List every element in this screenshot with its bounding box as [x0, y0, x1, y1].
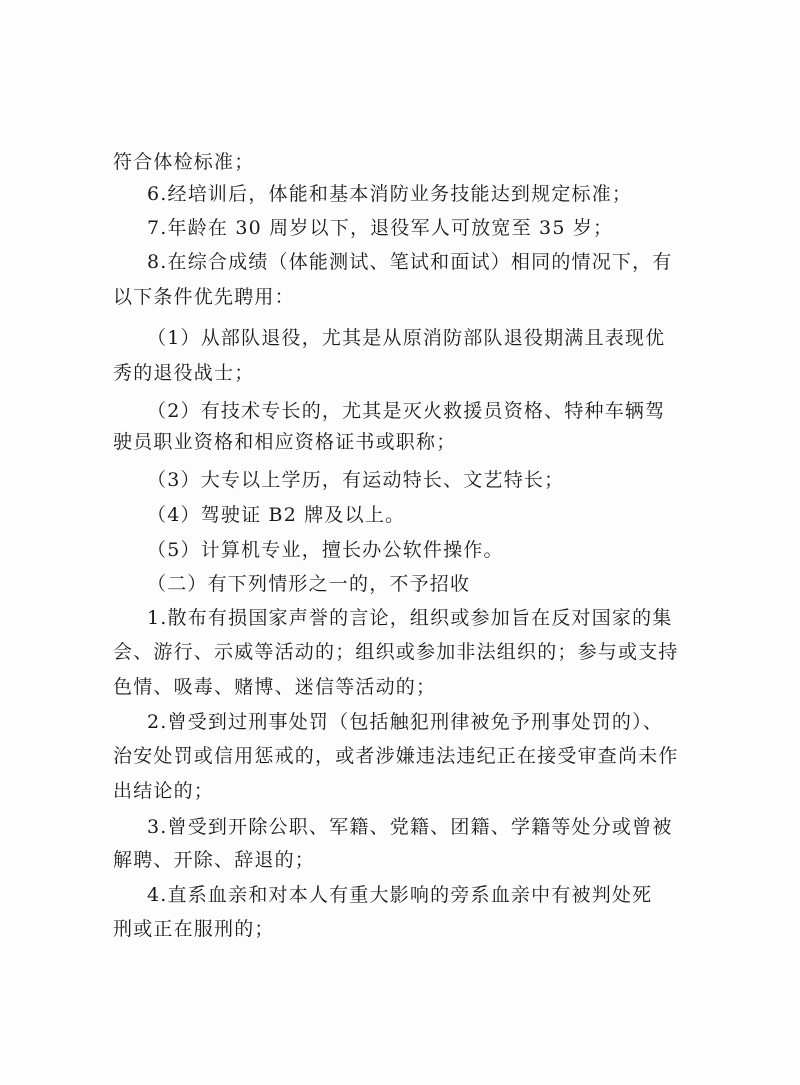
text-line: 6.经培训后，体能和基本消防业务技能达到规定标准； — [147, 183, 633, 205]
text-line: 驶员职业资格和相应资格证书或职称； — [113, 431, 457, 453]
text-line: 1.散布有损国家声誉的言论，组织或参加旨在反对国家的集 — [147, 607, 673, 629]
text-line: 秀的退役战士； — [113, 362, 255, 384]
text-line: 7.年龄在 30 周岁以下，退役军人可放宽至 35 岁； — [147, 217, 614, 239]
text-line: 2.曾受到过刑事处罚（包括触犯刑律被免予刑事处罚的）、 — [147, 711, 664, 733]
text-line: 4.直系血亲和对本人有重大影响的旁系血亲中有被判处死 — [147, 884, 653, 906]
text-line: 以下条件优先聘用： — [113, 286, 295, 308]
text-line: 出结论的； — [113, 780, 215, 802]
text-line: （3）大专以上学历，有运动特长、文艺特长； — [147, 469, 565, 491]
text-line: 符合体检标准； — [113, 151, 255, 173]
text-line: 治安处罚或信用惩戒的，或者涉嫌违法违纪正在接受审查尚未作 — [113, 745, 679, 767]
text-line: 色情、吸毒、赌博、迷信等活动的； — [113, 676, 437, 698]
text-line: （2）有技术专长的，尤其是灭火救援员资格、特种车辆驾 — [147, 400, 666, 422]
text-line: （1）从部队退役，尤其是从原消防部队退役期满且表现优 — [147, 327, 666, 349]
text-line: 解聘、开除、辞退的； — [113, 849, 316, 871]
text-line: 3.曾受到开除公职、军籍、党籍、团籍、学籍等处分或曾被 — [147, 816, 673, 838]
text-line: 刑或正在服刑的； — [113, 918, 275, 940]
text-line: 会、游行、示威等活动的；组织或参加非法组织的；参与或支持 — [113, 641, 679, 663]
section-heading: （二）有下列情形之一的，不予招收 — [147, 573, 471, 595]
text-line: 8.在综合成绩（体能测试、笔试和面试）相同的情况下，有 — [147, 251, 673, 273]
text-line: （4）驾驶证 B2 牌及以上。 — [147, 504, 406, 526]
text-line: （5）计算机专业，擅长办公软件操作。 — [147, 539, 504, 561]
